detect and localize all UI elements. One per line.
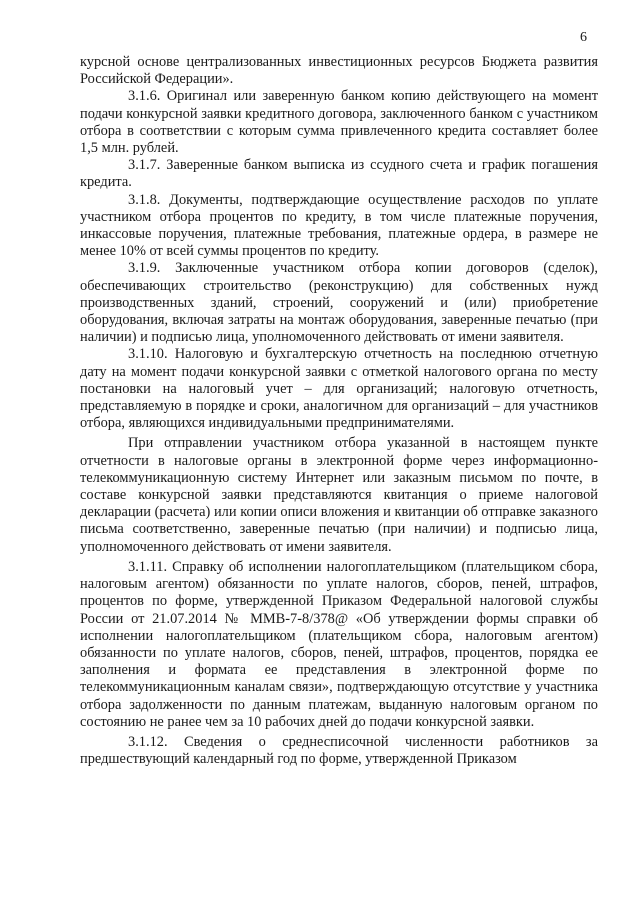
paragraph-3-1-11: 3.1.11. Справку об исполнении налогоплательщиком (плательщиком сбора, налоговым агентом) обязанности по уплате налогов, сборов, пеней, штрафов, процентов по форме, утвержденной Приказом Федеральной налоговой службы России от 21.07.2014 № ММВ-7-8/378@ «Об утверждении формы справки об исполнении налогоплательщиком (плательщиком сбора, налоговым агентом) обязанности по уплате налогов, сборов, пеней, штрафов, процентов, порядка ее заполнения и формата ее представления в электронной форме по телекоммуникационным каналам связи», подтверждающую отсутствие у участника отбора задолженности по данным платежам, выданную налоговым органом по состоянию не ранее чем за 10 рабочих дней до подачи конкурсной заявки. (80, 558, 598, 730)
paragraph-3-1-10: 3.1.10. Налоговую и бухгалтерскую отчетность на последнюю отчетную дату на момент подачи конкурсной заявки с отметкой налогового органа по месту постановки на налоговый учет – для организаций; налоговую отчетность, представляемую в порядке и сроки, аналогичном для организаций – для участников отбора, являющихся индивидуальными предпринимателями. (80, 346, 598, 432)
paragraph-reporting-note: При отправлении участником отбора указанной в настоящем пункте отчетности в налоговые органы в электронной форме через информационно-телекоммуникационную систему Интернет или заказным письмом по почте, в составе конкурсной заявки представляются квитанция о приеме налоговой декларации (расчета) или копии описи вложения и квитанции об отправке заказного письма соответственно, заверенные печатью (при наличии) и подписью лица, уполномоченного действовать от имени заявителя. (80, 435, 598, 555)
page-number: 6 (580, 30, 587, 45)
paragraph-3-1-12: 3.1.12. Сведения о среднесписочной численности работников за предшествующий календарный год по форме, утвержденной Приказом (80, 733, 598, 768)
paragraph-continuation: курсной основе централизованных инвестиционных ресурсов Бюджета развития Российской Федерации». (80, 54, 598, 88)
paragraph-3-1-9: 3.1.9. Заключенные участником отбора копии договоров (сделок), обеспечивающих строительство (реконструкцию) для собственных нужд производственных зданий, строений, сооружений и (или) приобретение оборудования, включая затраты на монтаж оборудования, заверенные печатью (при наличии) и подписью лица, уполномоченного действовать от имени заявителя. (80, 260, 598, 346)
paragraph-3-1-6: 3.1.6. Оригинал или заверенную банком копию действующего на момент подачи конкурсной заявки кредитного договора, заключенного банком с участником отбора в соответствии с которым сумма привлеченного кредита составляет более 1,5 млн. рублей. (80, 88, 598, 157)
document-body (80, 54, 598, 768)
paragraph-3-1-7: 3.1.7. Заверенные банком выписка из ссудного счета и график погашения кредита. (80, 157, 598, 191)
paragraph-3-1-8: 3.1.8. Документы, подтверждающие осуществление расходов по уплате участником отбора процентов по кредиту, в том числе платежные поручения, инкассовые поручения, платежные требования, платежные ордера, в размере не менее 10% от всей суммы процентов по кредиту. (80, 191, 598, 260)
